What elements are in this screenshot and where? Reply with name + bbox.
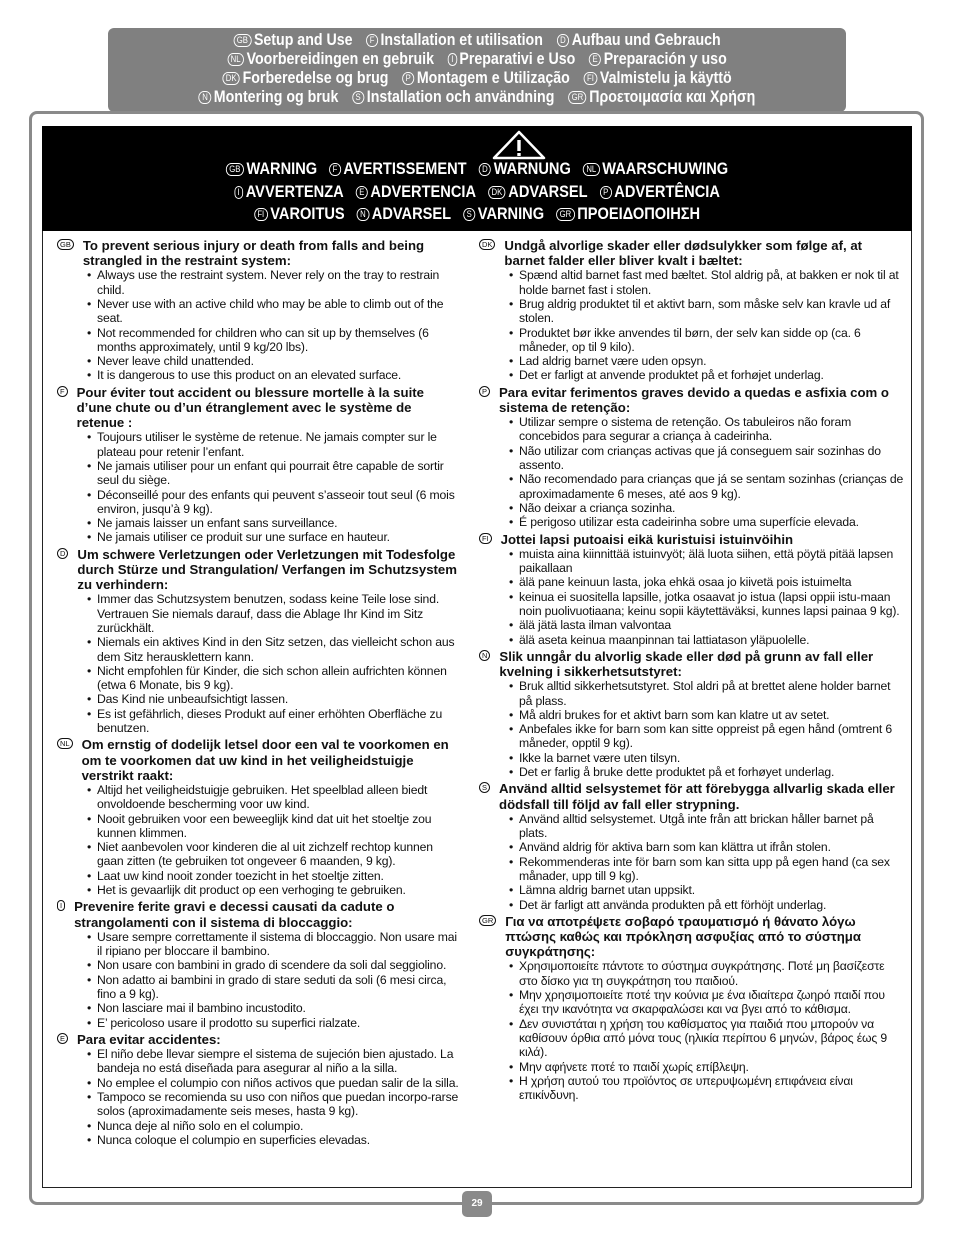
left-column: [57, 238, 460, 1149]
bullet-item: • Använd aldrig för aktiva barn som kan klättra ut ifrån stolen.: [509, 840, 904, 854]
language-badge: N: [199, 91, 211, 104]
warning-section: [479, 238, 904, 383]
bullet-item: • älä aseta keinua maanpinnan tai lattiatason yläpuolelle.: [509, 633, 904, 647]
language-badge: E: [589, 53, 601, 66]
bullet-item: • Lad aldrig barnet være uden opsyn.: [509, 354, 904, 368]
header-item: [402, 69, 570, 88]
bullet-item: • Never leave child unattended.: [87, 354, 460, 368]
warning-label: VARNING: [477, 204, 545, 223]
bullet-item: • Niet aanbevolen voor kinderen die al uit zichzelf rechtop kunnen gaan zitten (te gebruiken tot ongeveer 6 maanden, 9 kg).: [87, 840, 460, 869]
warning-section: [57, 1032, 460, 1147]
language-badge: F: [57, 386, 68, 397]
language-badge: F: [329, 163, 341, 176]
bullet-item: • Δεν συνιστάται η χρήση του καθίσματος για παιδιά που μπορούν να καθίσουν όρθια από μόνα τους (ηλικία περίπου 6 μηνών, βάρος έως 9 κιλά).: [509, 1017, 904, 1060]
section-heading: [479, 914, 904, 960]
header-item: [557, 31, 721, 50]
bullet-item: • Spænd altid barnet fast med bæltet. Stol aldrig på, at bakken er nok til at holde barnet fast i stolen.: [509, 268, 904, 297]
warning-item: [488, 181, 588, 204]
bullet-item: • Laat uw kind nooit zonder toezicht in het stoeltje zitten.: [87, 869, 460, 883]
warning-label: WARNUNG: [493, 159, 571, 178]
bullet-item: • Må aldri brukes for et aktivt barn som kan klatre ut av setet.: [509, 708, 904, 722]
header-item: [366, 31, 543, 50]
bullet-item: • keinua ei suositella lapsille, jotka osaavat jo istua (lapsi oppii istu-maan noin puolivuotiaana; keinu sopii käytettäväksi, kunnes lapsi painaa 9 kg).: [509, 590, 904, 619]
bullet-item: • No emplee el columpio con niños activos que puedan salir de la silla.: [87, 1076, 460, 1090]
bullet-item: • É perigoso utilizar esta cadeirinha sobre uma superfície elevada.: [509, 515, 904, 529]
bullet-list: [479, 679, 904, 779]
language-badge: NL: [583, 163, 600, 176]
header-item-label: Voorbereidingen en gebruik: [246, 50, 434, 68]
language-badge: D: [479, 163, 491, 176]
language-badge: S: [352, 91, 364, 104]
bullet-item: • Ne jamais utiliser ce produit sur une surface en hauteur.: [87, 530, 460, 544]
warning-triangle-icon: [492, 130, 546, 160]
header-item-label: Valmistelu ja käyttö: [599, 69, 732, 87]
section-heading: [479, 649, 904, 679]
language-badge: GR: [479, 915, 496, 926]
language-badge: NL: [227, 53, 244, 66]
warning-section: [479, 914, 904, 1103]
warning-titles: [42, 158, 912, 226]
bullet-item: • älä jätä lasta ilman valvontaa: [509, 618, 904, 632]
bullet-list: [479, 812, 904, 912]
bullet-item: • Brug aldrig produktet til et aktivt barn, som måske selv kan kravle ud af stolen.: [509, 297, 904, 326]
header-banner: [108, 28, 846, 112]
warning-section: [479, 649, 904, 779]
bullet-item: • Ne jamais utiliser pour un enfant qui pourrait être capable de sortir seul du siège.: [87, 459, 460, 488]
bullet-item: • Det er farligt at anvende produktet på et forhøjet underlag.: [509, 368, 904, 382]
warning-section: [57, 385, 460, 545]
bullet-item: • Η χρήση αυτού του προϊόντος σε υπερυψωμένη επιφάνεια είναι επικίνδυνη.: [509, 1074, 904, 1103]
bullet-item: • Använd alltid selsystemet. Utgå inte från att brickan håller barnet på plats.: [509, 812, 904, 841]
bullet-item: • Déconseillé pour des enfants qui peuvent s’asseoir tout seul (6 mois environ, jusqu’à 9 kg).: [87, 488, 460, 517]
bullet-item: • muista aina kiinnittää istuinvyöt; älä luota siihen, että pöytä pitää lapsen paikallaan: [509, 547, 904, 576]
header-item-label: Preparación y uso: [603, 50, 727, 68]
warning-label: ADVERTÊNCIA: [614, 181, 720, 201]
bullet-item: • El niño debe llevar siempre el sistema de sujeción bien ajustado. La bandeja no está diseñada para asegurar al niño a la silla.: [87, 1047, 460, 1076]
language-badge: DK: [479, 239, 495, 250]
warning-item: [234, 181, 344, 204]
language-badge: FI: [479, 533, 492, 544]
language-badge: DK: [222, 72, 240, 85]
bullet-item: • Nunca coloque el columpio en superficies elevadas.: [87, 1133, 460, 1147]
bullet-item: • Always use the restraint system. Never rely on the tray to restrain child.: [87, 268, 460, 297]
section-heading-text: Undgå alvorlige skader eller dødsulykker som følge af, at barnet falder eller bliver kvalt i bæltet:: [504, 238, 863, 269]
warning-item: [357, 203, 451, 226]
header-item: [448, 50, 576, 69]
section-heading-text: To prevent serious injury or death from falls and being strangled in the restraint system:: [82, 238, 425, 269]
language-badge: E: [356, 186, 368, 199]
section-heading-text: Para evitar ferimentos graves devido a quedas e asfixia com o sistema de retenção:: [499, 384, 889, 415]
section-heading-text: Prevenire ferite gravi e decessi causati da cadute o strangolamenti con il sistema di bloccaggio:: [74, 899, 395, 930]
bullet-list: [57, 592, 460, 735]
header-row: [160, 50, 795, 69]
section-heading: [57, 385, 460, 431]
language-badge: N: [357, 208, 369, 221]
bullet-item: • Det er farlig å bruke dette produktet på et forhøyet underlag.: [509, 765, 904, 779]
warning-label: WARNING: [246, 159, 318, 178]
language-badge: P: [600, 186, 612, 199]
warning-item: [479, 158, 571, 181]
section-heading-text: Om ernstig of dodelijk letsel door een val te voorkomen en om te voorkomen dat uw kind in het veiligheidstuigje verstrikt raakt:: [81, 737, 449, 783]
warning-item: [226, 158, 317, 181]
warning-label: ADVERTENCIA: [370, 181, 477, 201]
header-item-label: Preparativi e Uso: [459, 50, 576, 68]
warning-item: [463, 203, 544, 226]
bullet-item: • Het is gevaarlijk dit product op een verhoging te gebruiken.: [87, 883, 460, 897]
section-heading-text: Använd alltid selsystemet för att förebygga allvarlig skada eller dödsfall till följd av fall eller strypning.: [499, 781, 895, 812]
bullet-item: • Μην αφήνετε ποτέ το παιδί χωρίς επίβλεψη.: [509, 1060, 904, 1074]
bullet-list: [479, 959, 904, 1102]
section-heading: [57, 238, 460, 268]
bullet-item: • Ikke la barnet være uten tilsyn.: [509, 751, 904, 765]
language-badge: P: [479, 386, 490, 397]
header-item: [199, 88, 339, 107]
language-badge: S: [479, 782, 490, 793]
section-heading-text: Για να αποτρέψετε σοβαρό τραυματισμό ή θάνατο λόγω πτώσης καθώς και πρόκληση ασφυξίας από το σύστημα συγκράτησης:: [505, 913, 861, 960]
warning-item: [329, 158, 466, 181]
warning-label: WAARSCHUWING: [602, 159, 729, 178]
bullet-item: • Das Kind nie unbeaufsichtigt lassen.: [87, 692, 460, 706]
warning-label: ΠΡΟΕΙΔΟΠΟΙΗΣΗ: [577, 204, 701, 223]
warning-item: [600, 181, 720, 204]
section-heading-text: Para evitar accidentes:: [77, 1031, 221, 1047]
header-row: [160, 69, 795, 88]
warning-item: [583, 158, 728, 181]
language-badge: F: [366, 34, 378, 47]
warning-label: VAROITUS: [270, 204, 345, 223]
section-heading: [479, 385, 904, 415]
section-heading-text: Jottei lapsi putoaisi eikä kuristuisi istuinvöihin: [500, 531, 794, 547]
section-heading: [57, 899, 460, 929]
warning-section: [57, 238, 460, 383]
language-badge: FI: [584, 72, 598, 85]
bullet-item: • Toujours utiliser le système de retenue. Ne jamais compter sur le plateau pour retenir l’enfant.: [87, 430, 460, 459]
warning-section: [57, 899, 460, 1029]
warning-section: [479, 385, 904, 530]
bullet-item: • Ne jamais laisser un enfant sans surveillance.: [87, 516, 460, 530]
bullet-item: • Nunca deje al niño solo en el columpio.: [87, 1119, 460, 1133]
section-heading-text: Pour éviter tout accident ou blessure mortelle à la suite d’une chute ou d’un étranglement avec le système de retenue :: [76, 384, 424, 431]
warning-item: [254, 203, 345, 226]
warning-row: [103, 158, 851, 181]
bullet-list: [57, 430, 460, 544]
header-item: [227, 50, 434, 69]
warning-section: [57, 547, 460, 736]
right-column: [479, 238, 904, 1104]
section-heading: [57, 547, 460, 593]
bullet-item: • Altijd het veiligheidstuigje gebruiken. Het speelblad alleen biedt onvoldoende bescherming voor uw kind.: [87, 783, 460, 812]
warning-label: ADVARSEL: [508, 181, 588, 201]
bullet-item: • Not recommended for children who can sit up by themselves (6 months approximately, until 9 kg/20 lbs).: [87, 326, 460, 355]
language-badge: NL: [57, 738, 73, 749]
header-item: [589, 50, 727, 69]
language-badge: DK: [488, 186, 506, 199]
bullet-item: • Tampoco se recomienda su uso con niños que puedan incorpo-rarse solos (aproximadamente seis meses, hasta 9 kg).: [87, 1090, 460, 1119]
section-heading: [57, 1032, 460, 1047]
bullet-item: • Não deixar a criança sozinha.: [509, 501, 904, 515]
warning-row: [103, 181, 851, 204]
warning-item: [356, 181, 476, 204]
language-badge: GB: [226, 163, 244, 176]
section-heading: [479, 238, 904, 268]
bullet-list: [479, 268, 904, 382]
section-heading: [57, 737, 460, 783]
header-item-label: Installation och användning: [366, 88, 555, 106]
bullet-item: • Non lasciare mai il bambino incustodito.: [87, 1001, 460, 1015]
warning-section: [57, 737, 460, 897]
bullet-list: [57, 268, 460, 382]
bullet-item: • Utilizar sempre o sistema de retenção. Os tabuleiros não foram concebidos para segurar a criança à cadeirinha.: [509, 415, 904, 444]
bullet-item: • Rekommenderas inte för barn som kan sitta upp på egen hand (ca sex månader, upp till 9 kg).: [509, 855, 904, 884]
language-badge: FI: [254, 208, 268, 221]
bullet-item: • Produktet bør ikke anvendes til børn, der selv kan sidde op (ca. 6 måneder, op til 9 kilo).: [509, 326, 904, 355]
warning-item: [556, 203, 700, 226]
bullet-item: • Det är farligt att använda produkten på ett förhöjt underlag.: [509, 898, 904, 912]
bullet-item: • Lämna aldrig barnet utan uppsikt.: [509, 883, 904, 897]
language-badge: N: [479, 650, 490, 661]
bullet-list: [57, 1047, 460, 1147]
bullet-list: [57, 783, 460, 897]
bullet-item: • It is dangerous to use this product on an elevated surface.: [87, 368, 460, 382]
language-badge: I: [448, 53, 457, 66]
bullet-item: • Es ist gefährlich, dieses Produkt auf einer erhöhten Oberfläche zu benutzen.: [87, 707, 460, 736]
bullet-item: • Anbefales ikke for barn som kan sitte oppreist på egen hånd (omtrent 6 måneder, opptil 9 kg).: [509, 722, 904, 751]
header-item-label: Setup and Use: [253, 31, 353, 49]
bullet-item: • Never use with an active child who may be able to climb out of the seat.: [87, 297, 460, 326]
language-badge: P: [402, 72, 414, 85]
header-item: [352, 88, 554, 107]
bullet-item: • Nooit gebruiken voor een beweeglijk kind dat uit het stoeltje zou kunnen klimmen.: [87, 812, 460, 841]
warning-section: [479, 781, 904, 911]
warning-row: [103, 203, 851, 226]
page-number: 29: [462, 1191, 492, 1217]
bullet-item: • älä pane keinuun lasta, joka ehkä osaa jo kiivetä pois istuimelta: [509, 575, 904, 589]
section-heading-text: Slik unngår du alvorlig skade eller død på grunn av fall eller kvelning i sikkerhetsutstyret:: [499, 648, 874, 680]
language-badge: I: [234, 186, 243, 199]
bullet-item: • Μην χρησιμοποιείτε ποτέ την κούνια με ένα ιδιαίτερα ζωηρό παιδί που έχει την ικανότητα να σκαρφαλώσει και να βγει από το κάθισμα.: [509, 988, 904, 1017]
warning-label: AVERTISSEMENT: [343, 159, 467, 178]
language-badge: I: [57, 900, 65, 911]
header-item-label: Montering og bruk: [213, 88, 339, 106]
header-item-label: Forberedelse og brug: [242, 69, 389, 87]
section-heading-text: Um schwere Verletzungen oder Verletzungen mit Todesfolge durch Stürze und Strangulation/ Verfangen im Schutzsystem zu verhindern:: [77, 546, 457, 593]
language-badge: GB: [57, 239, 74, 250]
header-item-label: Installation et utilisation: [380, 31, 543, 49]
bullet-item: • Usare sempre correttamente il sistema di bloccaggio. Non usare mai il ripiano per bloccare il bambino.: [87, 930, 460, 959]
bullet-item: • Niemals ein aktives Kind in den Sitz setzen, das vielleicht schon aus dem Sitz herausklettern kann.: [87, 635, 460, 664]
bullet-item: • Nicht empfohlen für Kinder, die sich schon allein aufrichten können (etwa 6 Monate, bis 9 kg).: [87, 664, 460, 693]
header-item: [233, 31, 352, 50]
header-row: [160, 88, 795, 107]
header-item: [568, 88, 755, 107]
language-badge: GB: [233, 34, 251, 47]
bullet-list: [479, 547, 904, 647]
language-badge: E: [57, 1033, 68, 1044]
language-badge: S: [463, 208, 475, 221]
bullet-item: • Non usare con bambini in grado di scendere da soli dal seggiolino.: [87, 958, 460, 972]
warning-label: ADVARSEL: [371, 204, 452, 223]
language-badge: GR: [556, 208, 574, 221]
bullet-item: • Não recomendado para crianças que já se sentam sozinhas (crianças de aproximadamente 6 meses, até aos 9 kg).: [509, 472, 904, 501]
header-item-label: Προετοιμασία και Χρήση: [589, 88, 756, 106]
warning-box: [42, 126, 912, 231]
header-item: [222, 69, 388, 88]
language-badge: GR: [568, 91, 586, 104]
header-item: [584, 69, 732, 88]
bullet-item: • E’ pericoloso usare il prodotto su superfici rialzate.: [87, 1016, 460, 1030]
bullet-list: [479, 415, 904, 529]
bullet-item: • Não utilizar com crianças activas que já conseguem sair sozinhas do assento.: [509, 444, 904, 473]
header-item-label: Montagem e Utilização: [416, 69, 570, 87]
warning-label: AVVERTENZA: [245, 181, 344, 201]
header-item-label: Aufbau und Gebrauch: [571, 31, 721, 49]
bullet-item: • Χρησιμοποιείτε πάντοτε το σύστημα συγκράτησης. Ποτέ μη βασίζεστε στο δίσκο για τη συγκράτηση του παιδιού.: [509, 959, 904, 988]
section-heading: [479, 532, 904, 547]
bullet-item: • Non adatto ai bambini in grado di stare seduti da soli (6 mesi circa, fino a 9 kg).: [87, 973, 460, 1002]
bullet-item: • Bruk alltid sikkerhetsutstyret. Stol aldri på at brettet alene holder barnet på plass.: [509, 679, 904, 708]
header-row: [160, 31, 795, 50]
language-badge: D: [557, 34, 569, 47]
warning-section: [479, 532, 904, 647]
bullet-list: [57, 930, 460, 1030]
bullet-item: • Immer das Schutzsystem benutzen, sodass keine Teile lose sind. Vertrauen Sie niemals darauf, dass die Ablage Ihr Kind im Sitz zurückhält.: [87, 592, 460, 635]
language-badge: D: [57, 548, 68, 559]
section-heading: [479, 781, 904, 811]
